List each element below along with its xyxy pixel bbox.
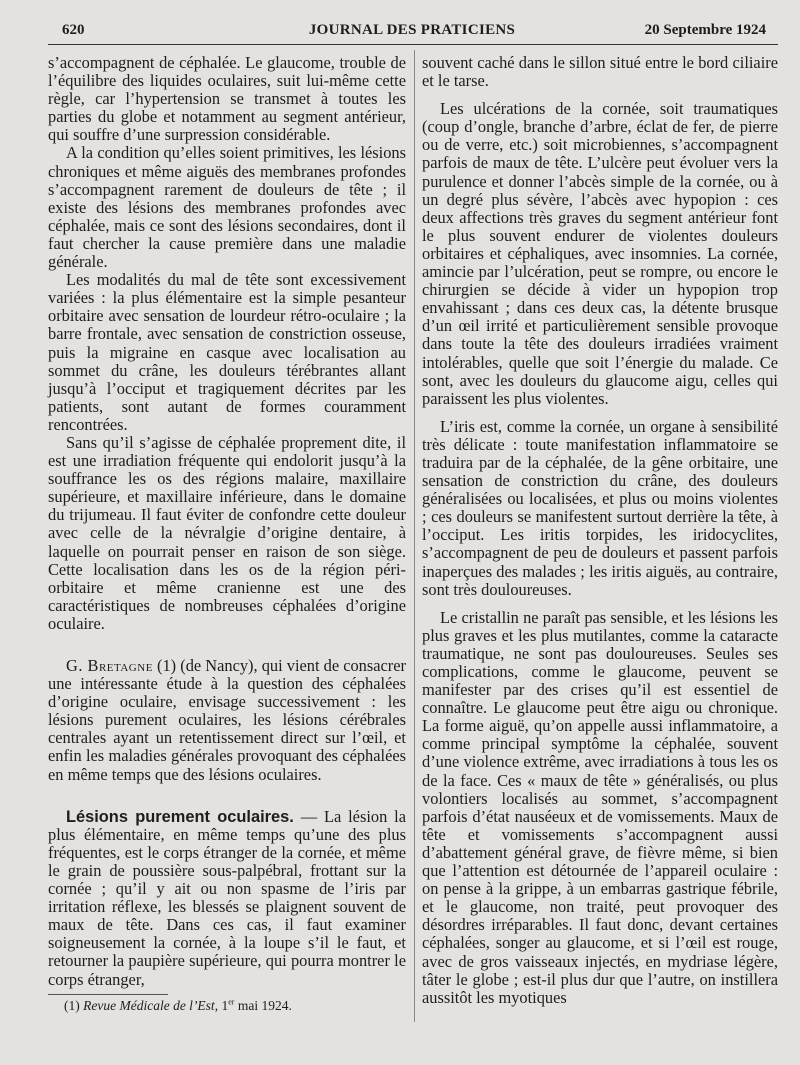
paragraph: G. Bretagne (1) (de Nancy), qui vient de consacrer une intéressante étude à la question des céphalées d’origine oculaire, envisage successivement : les lésions purement oculaires, les lésions cérébrales centrales ayant un retentissement direct sur l’œil, et enfin les maladies générales provoquant des céphalées en même temps que des lésions oculaires.	[48, 656, 406, 784]
author-name: G. Bretagne	[66, 656, 153, 675]
section-heading: Lésions purement oculaires.	[66, 807, 294, 826]
header-rule	[48, 44, 778, 45]
paragraph: Le cristallin ne paraît pas sensible, et les lésions les plus graves et les plus mutilantes, comme la cataracte traumatique, ne sont pas douloureuses. Seules ses complications, comme le glaucome, peuvent se manifester par des crises qu’il est essentiel de connaître. Le glaucome peut être aigu ou chronique. La forme aiguë, qu’on appelle aussi inflammatoire, a comme principal symptôme la céphalée, souvent d’une violence extrême, avec irradiations à tous les os de la face. Ces « maux de tête » généralisés, ou plus volontiers localisés au sommet, s’accompagnent parfois d’état nauséeux et de vomissements. Maux de tête et vomissements s’accompagnent aussi d’abattement général grave, de fièvre même, si bien que l’attention est détournée de l’appareil oculaire : on pense à la grippe, à un embarras gastrique fébrile, et le glaucome, non traité, peut provoquer des désordres irréparables. Il faut donc, devant certaines céphalées, songer au glaucome, et si l’œil est rouge, avec de gros vaisseaux injectés, en mydriase légère, tâter le globe ; est-il plus dur que l’autre, on instillera aussitôt les myotiques	[422, 607, 778, 1007]
paragraph: souvent caché dans le sillon situé entre le bord ciliaire et le tarse.	[422, 53, 778, 91]
footnote: (1) Revue Médicale de l’Est, 1er mai 1924.	[64, 997, 292, 1013]
paragraph: Les ulcérations de la cornée, soit traumatiques (coup d’ongle, branche d’arbre, éclat de fer, de pierre ou de verre, etc.) soit microbiennes, s’accompagnent parfois de maux de tête. L’ulcère peut évoluer vers la purulence et donner l’abcès simple de la cornée, ou à un degré plus sévère, l’abcès avec hypopion : ces deux affections très graves du segment antérieur font le plus souvent endurer de violentes douleurs orbitaires et céphaliques, avec insomnies. La cornée, amincie par l’ulcération, peut se rompre, ou encore le chirurgien se décide à vider un hypopion trop envahissant ; dans ces deux cas, la détente brusque d’un œil irrité et particulièrement sensible provoque dans toute la tête des douleurs irradiées vraiment intolérables, quelle que soit l’énergie du malade. Ce sont, avec les douleurs du glaucome aigu, celles qui paraissent les plus violentes.	[422, 99, 778, 408]
footnote-marker: (1)	[64, 998, 80, 1013]
left-column	[48, 54, 406, 989]
footnote-rule	[48, 994, 168, 995]
footnote-source: Revue Médicale de l’Est	[83, 998, 215, 1013]
paragraph: Sans qu’il s’agisse de céphalée proprement dite, il est une irradiation fréquente qui endolorit jusqu’à la souffrance les os des régions malaire, maxillaire supérieure, et maxillaire inférieure, dans le domaine du trijumeau. Il faut éviter de confondre cette douleur avec celle de la névralgie d’origine dentaire, à laquelle on pourrait penser en raison de son siège. Cette localisation dans les os de la région péri-orbitaire et même cranienne est une des caractéristiques de nombreuses céphalées d’origine oculaire.	[48, 432, 406, 633]
issue-date: 20 Septembre 1924	[644, 22, 766, 38]
paragraph: L’iris est, comme la cornée, un organe à sensibilité très délicate : toute manifestation inflammatoire se traduira par de la céphalée, de la gêne orbitaire, une sensation de constriction du crâne, des douleurs généralisées ou localisées, et plus ou moins violentes ; ces douleurs se manifestent surtout derrière la tête, à l’occiput. Les iritis torpides, les iridocyclites, s’accompagnent de peu de douleurs et passent parfois inaperçues des malades ; les iritis aiguës, au contraire, sont très douloureuses.	[422, 416, 778, 599]
paragraph: s’accompagnent de céphalée. Le glaucome, trouble de l’équilibre des liquides oculaires, suit lui-même cette règle, car l’hypertension se transmet à toutes les parties du globe et notamment au segment antérieur, qui souffre d’une surpression considérable.	[48, 53, 406, 145]
paragraph: Les modalités du mal de tête sont excessivement variées : la plus élémentaire est la simple pesanteur orbitaire avec sensation de lourdeur rétro-oculaire ; la barre frontale, avec sensation de constriction osseuse, puis la migraine en casque avec localisation au sommet du crâne, les douleurs térébrantes allant jusqu’à l’occiput et tragiquement décrites par les patients, sont autant de formes couramment rencontrées.	[48, 270, 406, 434]
column-divider	[414, 50, 415, 1022]
paragraph: Lésions purement oculaires. — La lésion la plus élémentaire, en même temps qu’une des plus fréquentes, est le corps étranger de la cornée, et même le grain de poussière sous-palpébral, frottant sur la cornée ; qu’il y ait ou non spasme de l’iris par irritation réflexe, les blessés se plaignent souvent de maux de tête. Dans ces cas, il faut examiner soigneusement la cornée, à la loupe s’il le faut, et retourner la paupière supérieure, qui pourra montrer le corps étranger,	[48, 806, 406, 989]
page-number: 620	[62, 22, 85, 38]
journal-title: JOURNAL DES PRATICIENS	[308, 22, 516, 38]
paragraph: A la condition qu’elles soient primitives, les lésions chroniques et même aiguës des membranes profondes s’accompagnent rarement de douleurs de tête ; il existe des lésions des membranes profondes avec céphalée, mais ce sont des lésions secondaires, dont il faut chercher la cause première dans une maladie générale.	[48, 143, 406, 272]
right-column	[422, 54, 778, 1007]
running-header	[48, 20, 776, 42]
